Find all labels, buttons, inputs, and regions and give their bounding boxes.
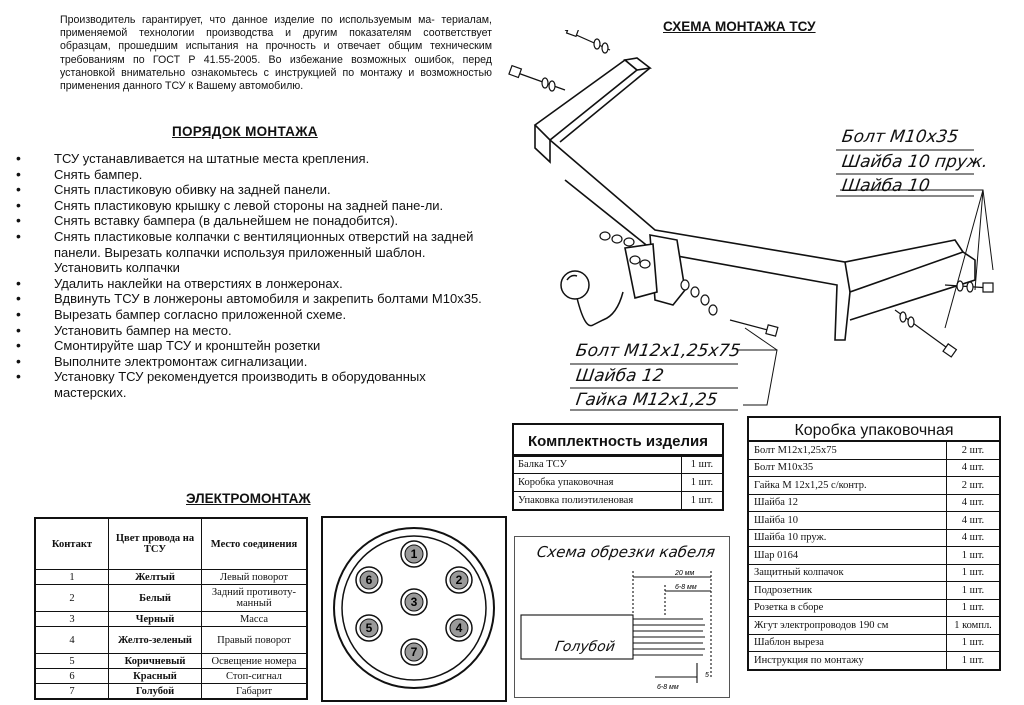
place-cell: Задний противоту-манный (202, 585, 308, 612)
box-item-name: Болт М12х1,25х75 (748, 441, 947, 459)
place-cell: Стоп-сигнал (202, 669, 308, 684)
table-row (35, 654, 307, 669)
box-item-qty: 1 компл. (947, 617, 1001, 635)
table-row (513, 492, 723, 511)
box-item-qty: 2 шт. (947, 441, 1001, 459)
table-row (748, 459, 1000, 477)
order-title: ПОРЯДОК МОНТАЖА (172, 124, 318, 139)
cable-scheme-title: Схема обрезки кабеля (535, 543, 717, 561)
table-row (748, 564, 1000, 582)
box-item-name: Болт М10х35 (748, 459, 947, 477)
bolts-right (895, 281, 993, 357)
intro-paragraph (60, 14, 492, 93)
list-item: • Смонтируйте шар ТСУ и кронштейн розетки (14, 338, 494, 354)
list-item: • Выполните электромонтаж сигнализации. (14, 354, 494, 370)
wiring-table (34, 517, 308, 700)
table-row (748, 477, 1000, 495)
box-item-name: Шайба 12 (748, 494, 947, 512)
box-item-name: Шайба 10 пруж. (748, 529, 947, 547)
kit-title: Комплектность изделия (512, 423, 724, 457)
callout-washer-12: Шайба 12 (574, 366, 665, 386)
packing-box-table (747, 440, 1001, 671)
callout-nut-m12: Гайка М12х1,25 (574, 390, 719, 410)
list-item: • Вдвинуть ТСУ в лонжероны автомобиля и закрепить болтами М10х35. (14, 291, 494, 307)
electro-title: ЭЛЕКТРОМОНТАЖ (186, 491, 311, 506)
color-cell: Белый (109, 585, 202, 612)
list-item: • Снять пластиковые колпачки с вентиляционных отверстий на задней панели. Вырезать колпачки используя приложенный шаблон. Установить колпачки (14, 229, 494, 276)
header-contact: Контакт (35, 518, 109, 570)
list-item: • ТСУ устанавливается на штатные места крепления. (14, 151, 494, 167)
cable-cut-scheme (514, 536, 730, 698)
table-row (748, 652, 1000, 670)
color-cell: Голубой (109, 684, 202, 700)
table-row (748, 494, 1000, 512)
intro-line-1: Производитель гарантирует, что данное изделие по используемым ма- (60, 14, 435, 26)
callout-washer-10: Шайба 10 (840, 176, 931, 196)
list-item: • Снять вставку бампера (в дальнейшем не понадобится). (14, 213, 494, 229)
callout-right-underlines (836, 148, 986, 198)
box-item-qty: 4 шт. (947, 529, 1001, 547)
pin-label-1: 1 (410, 547, 418, 561)
box-item-name: Жгут электропроводов 190 см (748, 617, 947, 635)
place-cell: Правый поворот (202, 627, 308, 654)
table-row (35, 669, 307, 684)
list-item: • Установить бампер на место. (14, 323, 494, 339)
dim-5: 5 (705, 672, 709, 679)
kit-item-qty: 1 шт. (682, 474, 724, 492)
box-item-qty: 1 шт. (947, 582, 1001, 600)
box-item-name: Инструкция по монтажу (748, 652, 947, 670)
list-item: • Удалить наклейки на отверстиях в лонжеронах. (14, 276, 494, 292)
box-item-qty: 1 шт. (947, 547, 1001, 565)
color-cell: Желто-зеленый (109, 627, 202, 654)
table-header-row (35, 518, 307, 570)
box-item-name: Подрозетник (748, 582, 947, 600)
dim-6-8mm-top: 6-8 мм (675, 584, 697, 591)
place-cell: Левый поворот (202, 570, 308, 585)
box-item-qty: 4 шт. (947, 459, 1001, 477)
contact-cell: 2 (35, 585, 109, 612)
list-item: • Установку ТСУ рекомендуется производить в оборудованных мастерских. (14, 369, 494, 400)
pin-label-7: 7 (410, 645, 418, 659)
color-cell: Красный (109, 669, 202, 684)
box-item-name: Розетка в сборе (748, 599, 947, 617)
box-item-qty: 1 шт. (947, 564, 1001, 582)
table-row (35, 627, 307, 654)
tow-ball (561, 271, 623, 326)
install-steps-list (14, 151, 494, 401)
box-item-name: Шаблон выреза (748, 634, 947, 652)
box-item-name: Шар 0164 (748, 547, 947, 565)
table-row (748, 441, 1000, 459)
table-row (748, 617, 1000, 635)
table-row (35, 684, 307, 700)
table-row (748, 547, 1000, 565)
callout-washer-10-spring: Шайба 10 пруж. (840, 152, 990, 172)
table-row (748, 512, 1000, 530)
list-item: • Снять пластиковую обивку на задней панели. (14, 182, 494, 198)
box-item-name: Шайба 10 (748, 512, 947, 530)
intro-rest: териалам, применяемой технологии производства и другим показателям соответствует образцам, прошедшим испытания на прочность и отвечает общим техническим требованиям по ГОСТ Р 41.55-2005. Во избежание возможных ошибок, перед установкой внимательно ознакомьтесь с инструкцией по монтажу и возможностью применения данного ТСУ к Вашему автомобилю. (60, 14, 492, 93)
contact-cell: 5 (35, 654, 109, 669)
contact-cell: 3 (35, 612, 109, 627)
place-cell: Масса (202, 612, 308, 627)
kit-item-qty: 1 шт. (682, 492, 724, 511)
socket-pinout-diagram (321, 516, 507, 702)
scheme-title: СХЕМА МОНТАЖА ТСУ (663, 19, 816, 34)
kit-item-qty: 1 шт. (682, 455, 724, 474)
contact-cell: 6 (35, 669, 109, 684)
contact-cell: 4 (35, 627, 109, 654)
dim-6-8mm-bottom: 6-8 мм (657, 684, 679, 691)
kit-table (512, 454, 724, 511)
socket-pinout-svg (323, 518, 505, 700)
table-row (513, 455, 723, 474)
list-item: • Снять пластиковую крышку с левой стороны на задней пане-ли. (14, 198, 494, 214)
table-row (35, 570, 307, 585)
kit-item-name: Упаковка полиэтиленовая (513, 492, 682, 511)
table-row (748, 634, 1000, 652)
contact-cell: 7 (35, 684, 109, 700)
color-cell: Коричневый (109, 654, 202, 669)
table-row (748, 582, 1000, 600)
pin-label-6: 6 (365, 573, 373, 587)
list-item: • Вырезать бампер согласно приложенной схеме. (14, 307, 494, 323)
place-cell: Габарит (202, 684, 308, 700)
towbar-beam (535, 58, 975, 340)
leader-lines (737, 190, 993, 405)
box-item-name: Защитный колпачок (748, 564, 947, 582)
contact-cell: 1 (35, 570, 109, 585)
cable-drawing (515, 537, 729, 697)
pin-label-3: 3 (410, 595, 418, 609)
packing-box-title: Коробка упаковочная (747, 416, 1001, 442)
color-cell: Черный (109, 612, 202, 627)
pin-label-5: 5 (365, 621, 373, 635)
pin-label-2: 2 (455, 573, 463, 587)
callout-bolt-m10: Болт М10х35 (840, 127, 960, 147)
list-item: • Снять бампер. (14, 167, 494, 183)
header-connection-place: Место соединения (202, 518, 308, 570)
dim-20mm: 20 мм (675, 570, 695, 577)
table-row (513, 474, 723, 492)
table-row (748, 529, 1000, 547)
table-row (35, 612, 307, 627)
box-item-qty: 4 шт. (947, 512, 1001, 530)
place-cell: Освещение номера (202, 654, 308, 669)
box-item-qty: 4 шт. (947, 494, 1001, 512)
wire-label-blue: Голубой (553, 639, 617, 655)
kit-item-name: Коробка упаковочная (513, 474, 682, 492)
header-wire-color: Цвет провода на ТСУ (109, 518, 202, 570)
kit-item-name: Балка ТСУ (513, 455, 682, 474)
box-item-qty: 1 шт. (947, 652, 1001, 670)
box-item-qty: 1 шт. (947, 634, 1001, 652)
color-cell: Желтый (109, 570, 202, 585)
callout-bolt-m12: Болт М12х1,25х75 (574, 341, 742, 361)
callout-left-underlines (570, 362, 750, 412)
box-item-qty: 1 шт. (947, 599, 1001, 617)
table-row (35, 585, 307, 612)
table-row (748, 599, 1000, 617)
box-item-qty: 2 шт. (947, 477, 1001, 495)
pin-label-4: 4 (455, 621, 463, 635)
box-item-name: Гайка М 12х1,25 с/контр. (748, 477, 947, 495)
